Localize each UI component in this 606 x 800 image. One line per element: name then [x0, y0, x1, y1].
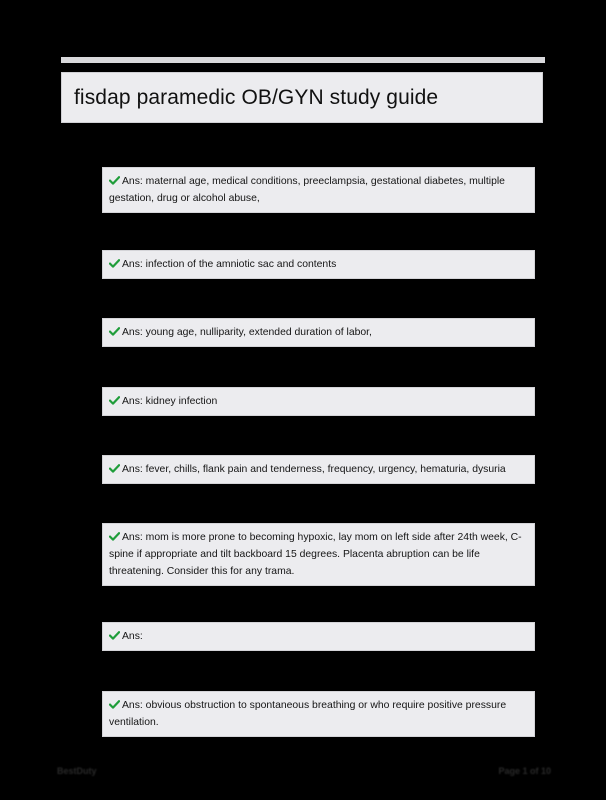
- answer-box-2: [102, 250, 535, 279]
- checkmark-icon: [109, 631, 120, 640]
- answer-box-4: [102, 387, 535, 416]
- checkmark-icon: [109, 700, 120, 709]
- checkmark-icon: [109, 176, 120, 185]
- checkmark-icon: [109, 327, 120, 336]
- footer-page-number: Page 1 of 10: [498, 766, 551, 776]
- answer-box-1: [102, 167, 535, 213]
- top-divider: [61, 57, 545, 63]
- checkmark-icon: [109, 464, 120, 473]
- page-title: fisdap paramedic OB/GYN study guide: [74, 85, 439, 109]
- answer-text: Ans: mom is more prone to becoming hypoxic, lay mom on left side after 24th week, C-spine if appropriate and tilt backboard 15 degrees. Placenta abruption can be life threatening. Consider this for any trama.: [109, 532, 522, 577]
- answer-text: Ans: young age, nulliparity, extended duration of labor,: [122, 327, 372, 338]
- answer-text: Ans:: [122, 631, 143, 642]
- answer-text: Ans: fever, chills, flank pain and tenderness, frequency, urgency, hematuria, dysuria: [122, 464, 506, 475]
- answer-box-6: [102, 523, 535, 586]
- answer-box-7: [102, 622, 535, 651]
- checkmark-icon: [109, 532, 120, 541]
- answer-box-8: [102, 691, 535, 737]
- checkmark-icon: [109, 396, 120, 405]
- answer-text: Ans: kidney infection: [122, 396, 218, 407]
- answer-box-3: [102, 318, 535, 347]
- answer-box-5: [102, 455, 535, 484]
- answer-text: Ans: maternal age, medical conditions, preeclampsia, gestational diabetes, multiple gestation, drug or alcohol abuse,: [109, 176, 505, 204]
- title-box: [61, 72, 543, 123]
- answer-text: Ans: obvious obstruction to spontaneous breathing or who require positive pressure ventilation.: [109, 700, 507, 728]
- answer-text: Ans: infection of the amniotic sac and contents: [122, 259, 337, 270]
- checkmark-icon: [109, 259, 120, 268]
- footer-watermark: BestDuty: [57, 766, 97, 776]
